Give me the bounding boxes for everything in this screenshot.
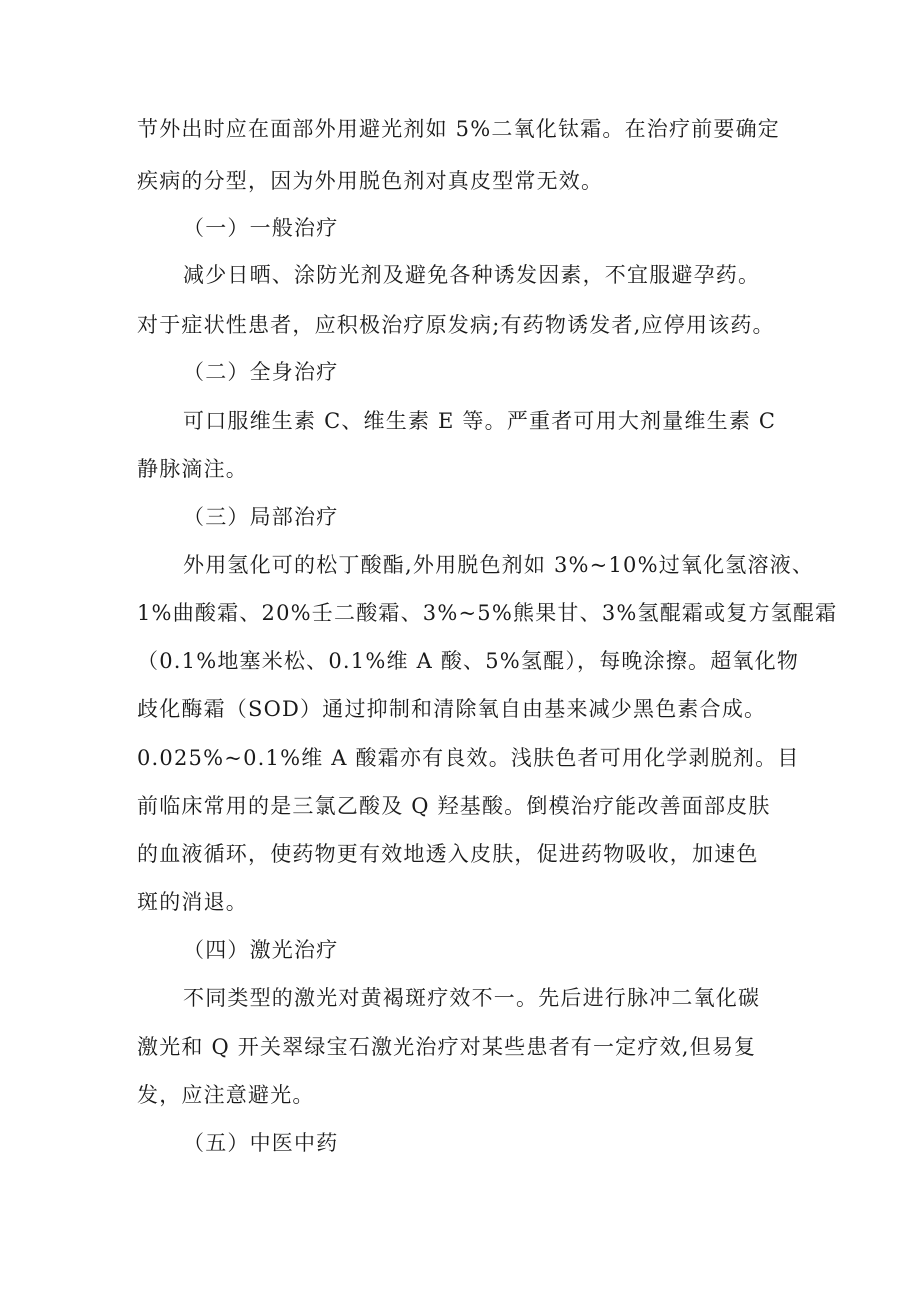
paragraph-line: 歧化酶霜（SOD）通过抑制和清除氧自由基来减少黑色素合成。	[137, 697, 767, 721]
section-heading-laser: （四）激光治疗	[183, 938, 339, 962]
paragraph-line: 节外出时应在面部外用避光剂如 5%二氧化钛霜。在治疗前要确定	[137, 117, 780, 141]
paragraph-line: 1%曲酸霜、20%壬二酸霜、3%~5%熊果甘、3%氢醌霜或复方氢醌霜	[137, 601, 838, 625]
paragraph-line: 激光和 Q 开关翠绿宝石激光治疗对某些患者有一定疗效,但易复	[137, 1035, 757, 1059]
paragraph-line: 发，应注意避光。	[137, 1083, 315, 1107]
paragraph-line: 减少日晒、涂防光剂及避免各种诱发因素，不宜服避孕药。	[183, 263, 761, 287]
paragraph-line: 可口服维生素 C、维生素 E 等。严重者可用大剂量维生素 C	[183, 409, 777, 433]
section-heading-general: （一）一般治疗	[183, 216, 339, 240]
section-heading-tcm: （五）中医中药	[183, 1131, 339, 1155]
paragraph-line: 的血液循环，使药物更有效地透入皮肤，促进药物吸收，加速色	[137, 842, 759, 866]
paragraph-line: 疾病的分型，因为外用脱色剂对真皮型常无效。	[137, 169, 604, 193]
paragraph-line: 不同类型的激光对黄褐斑疗效不一。先后进行脉冲二氧化碳	[183, 986, 761, 1010]
paragraph-line: 前临床常用的是三氯乙酸及 Q 羟基酸。倒模治疗能改善面部皮肤	[137, 794, 771, 818]
section-heading-systemic: （二）全身治疗	[183, 360, 339, 384]
paragraph-line: 0.025%~0.1%维 A 酸霜亦有良效。浅肤色者可用化学剥脱剂。目	[137, 746, 800, 770]
section-heading-topical: （三）局部治疗	[183, 505, 339, 529]
paragraph-line: （0.1%地塞米松、0.1%维 A 酸、5%氢醌），每晚涂擦。超氧化物	[137, 649, 800, 673]
paragraph-line: 对于症状性患者，应积极治疗原发病;有药物诱发者,应停用该药。	[137, 313, 775, 337]
paragraph-line: 斑的消退。	[137, 890, 248, 914]
paragraph-line: 静脉滴注。	[137, 457, 248, 481]
paragraph-line: 外用氢化可的松丁酸酯,外用脱色剂如 3%~10%过氧化氢溶液、	[183, 553, 815, 577]
